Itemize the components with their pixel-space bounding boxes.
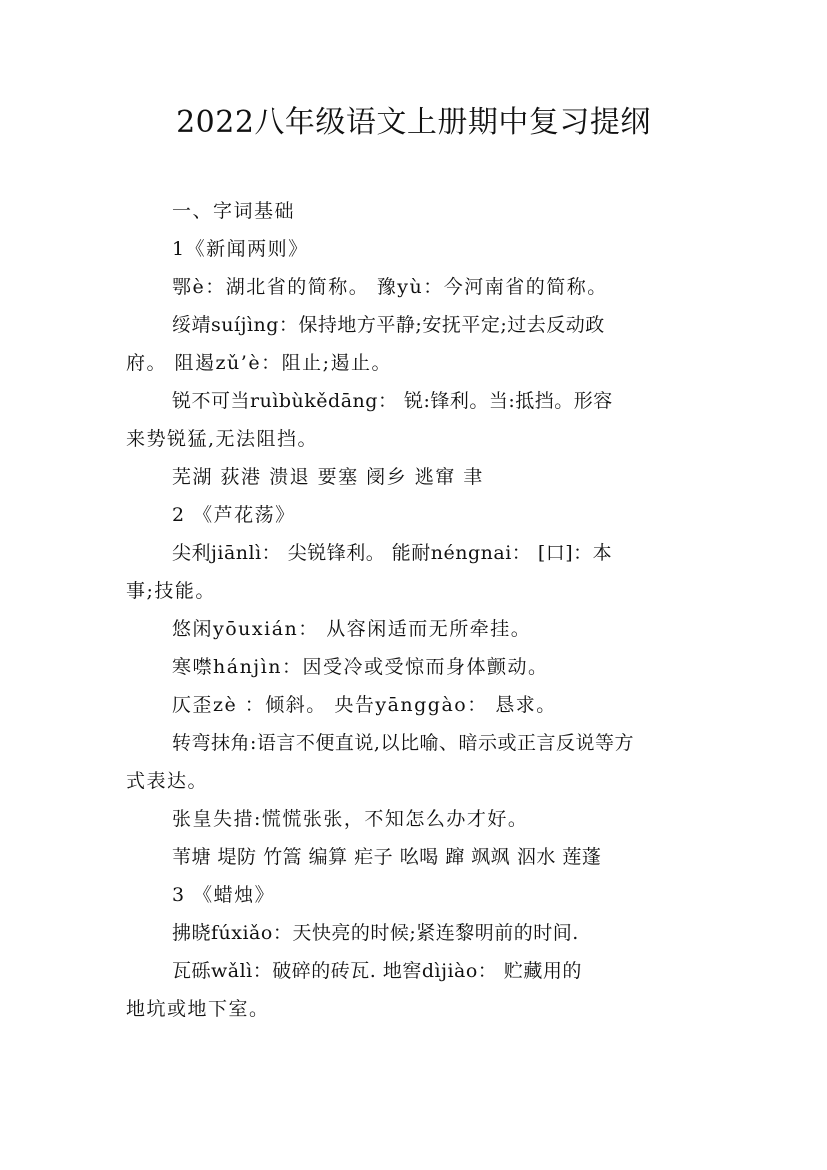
text-line: 来势锐猛,无法阻挡。 xyxy=(126,428,319,450)
text-line: 拂晓fúxiǎo：天快亮的时候;紧连黎明前的时间. xyxy=(172,922,579,944)
text-line: 3 《蜡烛》 xyxy=(172,884,276,906)
text-line: 张皇失措:慌慌张张，不知怎么办才好。 xyxy=(172,808,529,830)
text-line: 1《新闻两则》 xyxy=(172,238,309,260)
text-line: 悠闲yōuxián： 从容闲适而无所牵挂。 xyxy=(172,618,532,640)
text-line: 苇塘 堤防 竹篙 编算 疟子 吆喝 蹿 飒飒 泅水 莲蓬 xyxy=(172,846,602,868)
document-body xyxy=(126,192,706,1028)
text-line: 一、字词基础 xyxy=(172,200,296,222)
text-line: 瓦砾wǎlì：破碎的砖瓦. 地窖dìjiào： 贮藏用的 xyxy=(172,960,582,982)
text-line: 事;技能。 xyxy=(126,580,216,602)
text-line: 地坑或地下室。 xyxy=(126,998,270,1020)
text-line: 芜湖 荻港 溃退 要塞 阌乡 逃窜 聿 xyxy=(172,466,484,488)
text-line: 尖利jiānlì： 尖锐锋利。 能耐néngnai： [口]：本 xyxy=(172,542,613,564)
document-title: 2022八年级语文上册期中复习提纲 xyxy=(176,105,651,140)
text-line: 2 《芦花荡》 xyxy=(172,504,296,526)
text-line: 锐不可当ruìbùkědāng： 锐:锋利。当:抵挡。形容 xyxy=(172,390,613,412)
text-line: 鄂è：湖北省的简称。 豫yù：今河南省的简称。 xyxy=(172,276,608,298)
text-line: 寒噤hánjìn：因受冷或受惊而身体颤动。 xyxy=(172,656,549,678)
text-line: 转弯抹角:语言不便直说,以比喻、暗示或正言反说等方 xyxy=(172,732,634,754)
text-line: 仄歪zè ：倾斜。 央告yānggào： 恳求。 xyxy=(172,694,557,716)
text-line: 式表达。 xyxy=(126,770,209,792)
text-line: 绥靖suíjìng：保持地方平静;安抚平定;过去反动政 xyxy=(172,314,605,336)
text-line: 府。 阻遏zǔ’è：阻止;遏止。 xyxy=(126,352,392,374)
